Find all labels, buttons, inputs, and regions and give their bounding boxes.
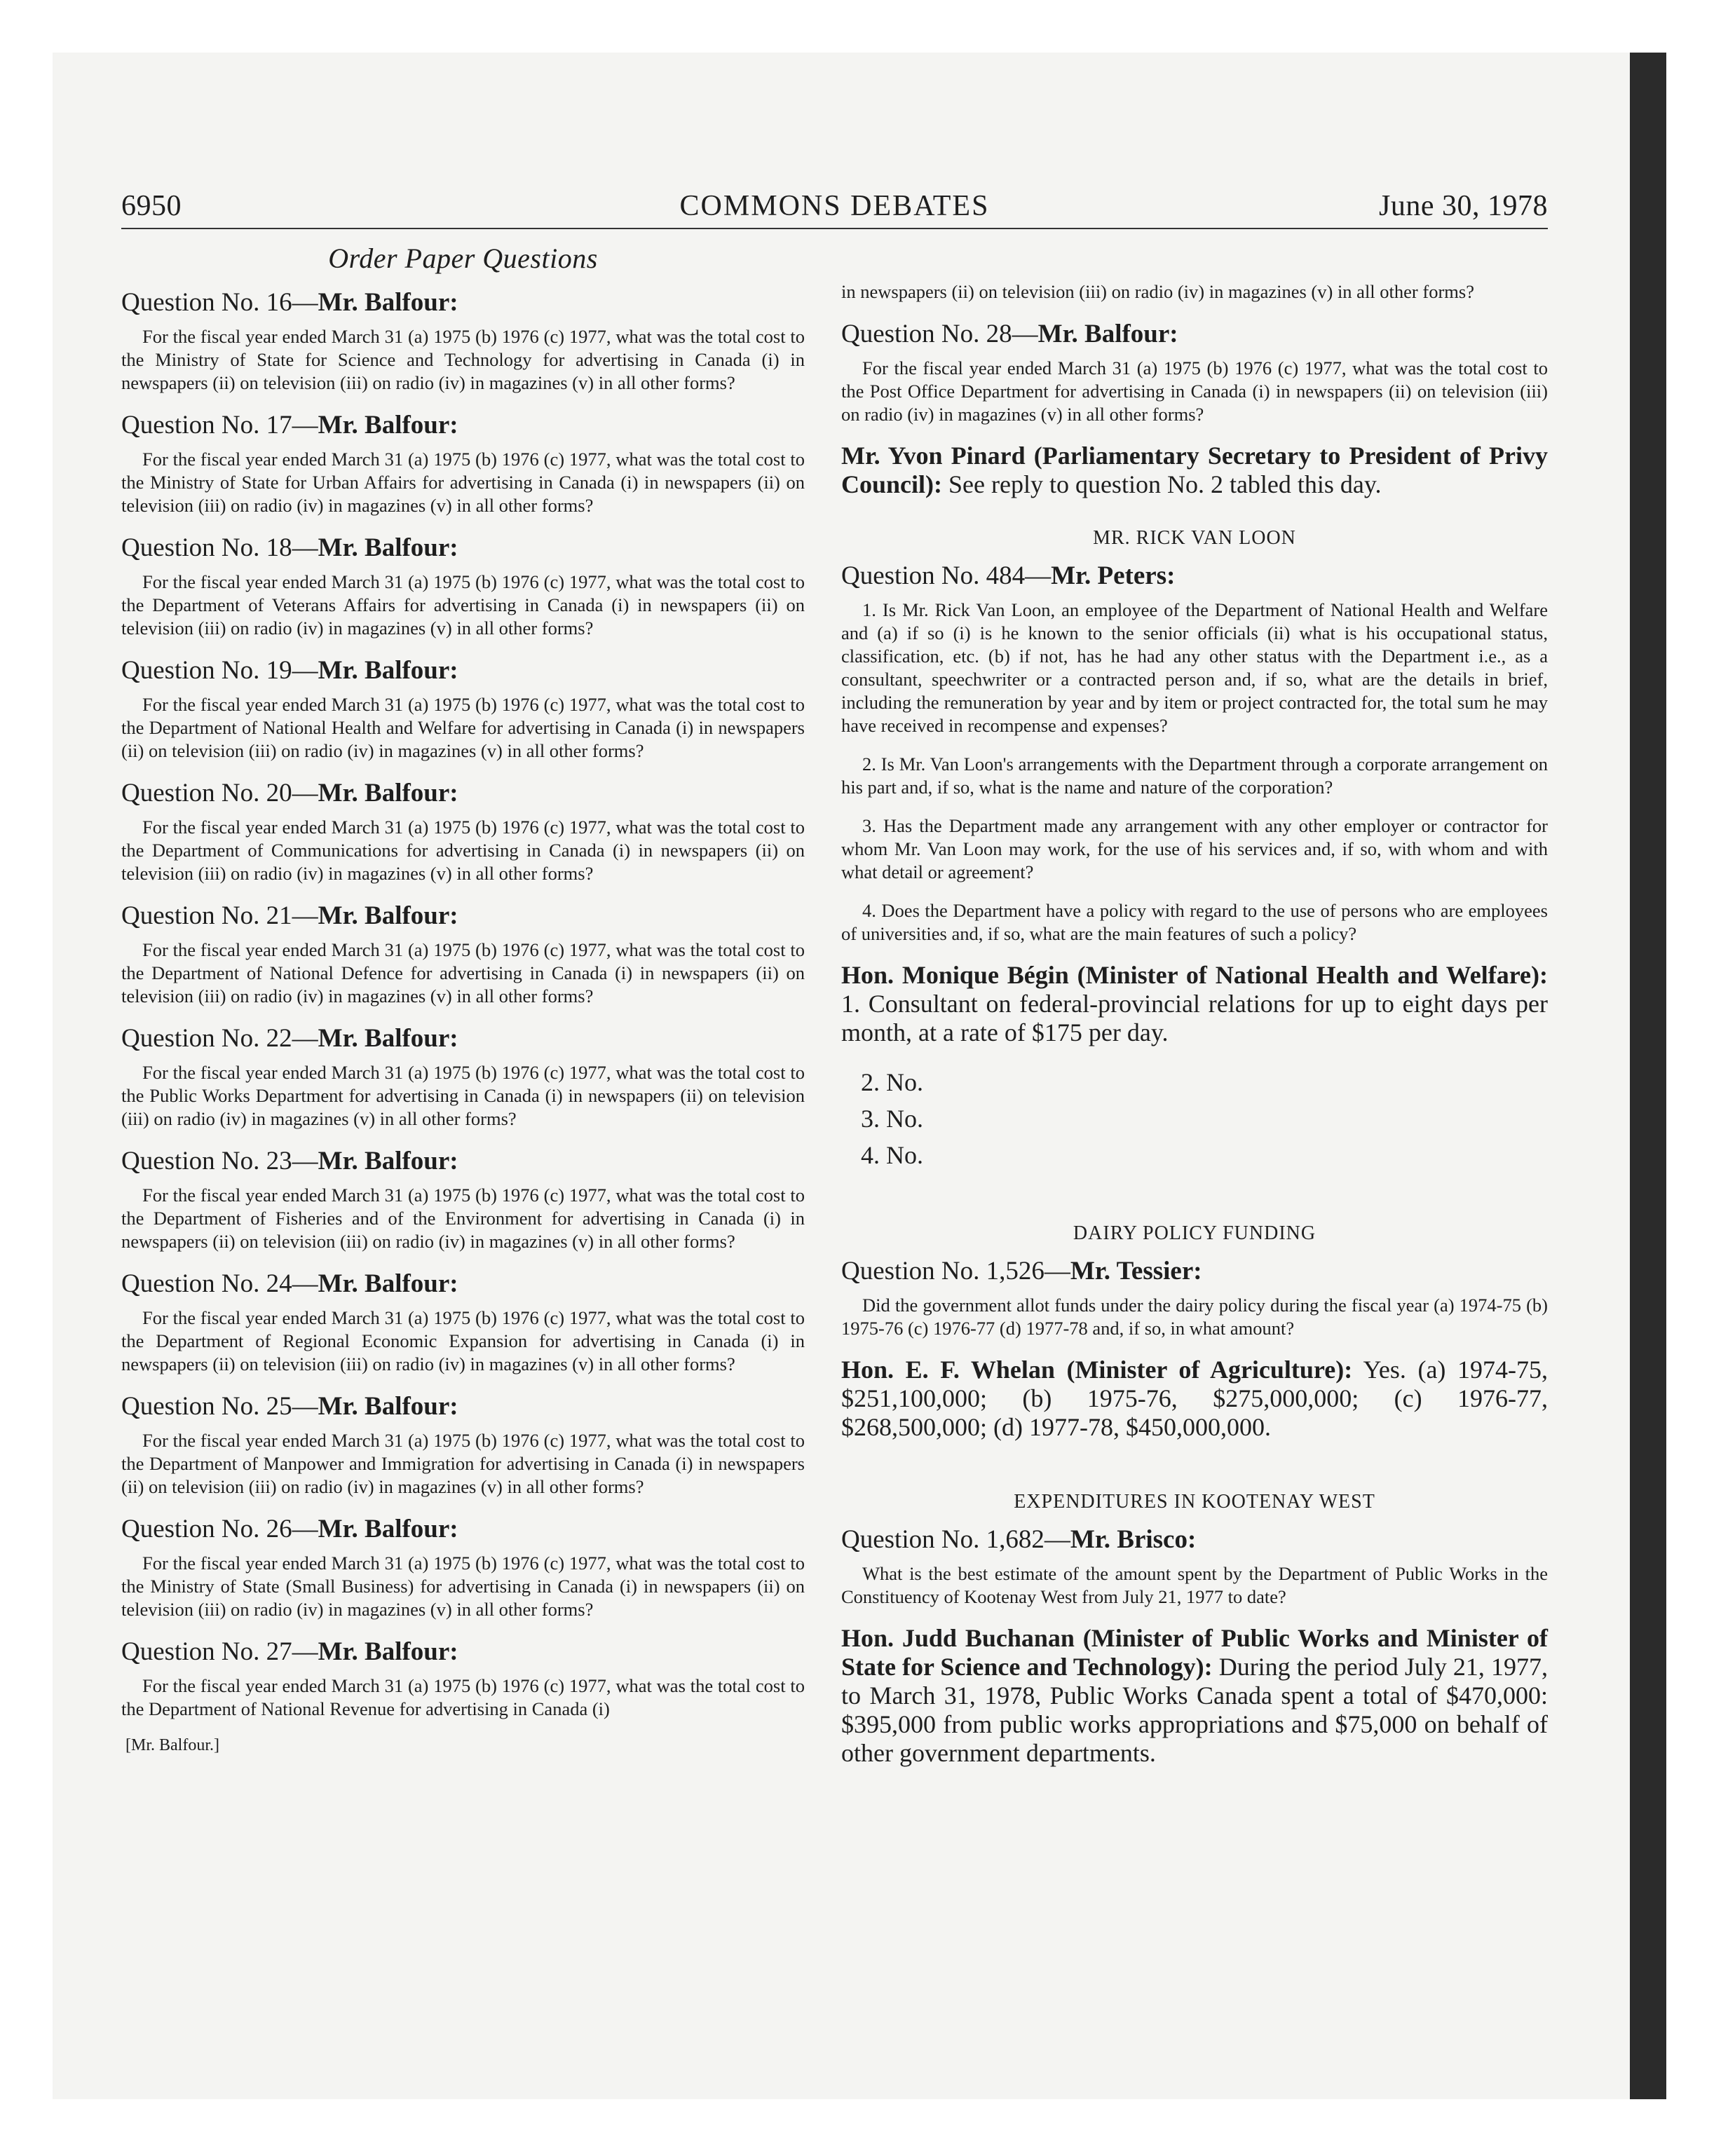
subject-heading: DAIRY POLICY FUNDING [1073, 1222, 1316, 1244]
answer-begin [841, 961, 1548, 1047]
question-label: Question No. 1,526— [841, 1257, 1070, 1285]
question-label: Question No. 22— [121, 1024, 318, 1053]
page-date: June 30, 1978 [1379, 190, 1548, 222]
page-header [121, 189, 1548, 227]
question-item: 4. Does the Department have a policy with regard to the use of persons who are employees of universities and, if so, what are the main features of such a policy? [841, 900, 1548, 944]
answer-pinard [841, 442, 1548, 499]
question-asker: Mr. Balfour: [318, 901, 458, 930]
answer-whelan [841, 1356, 1548, 1442]
question-asker: Mr. Balfour: [318, 779, 458, 807]
question-label: Question No. 25— [121, 1392, 318, 1421]
answer-speaker: Mr. Yvon Pinard (Parliamentary Secretary to President of Privy Council): [841, 442, 1548, 498]
question-heading [841, 319, 1548, 350]
question-text: For the fiscal year ended March 31 (a) 1975 (b) 1976 (c) 1977, what was the total cost to the Department of Communications for advertising in Canada (i) in newspapers (ii) on television (iii) on radio (iv) in magazines (v) in all other forms? [121, 817, 805, 884]
question-continuation: in newspapers (ii) on television (iii) on radio (iv) in magazines (v) in all other forms? [841, 281, 1474, 302]
question-item: 3. Has the Department made any arrangement with any other employer or contractor for whom Mr. Van Loon may work, for the use of his services and, if so, with whom and with what detail or agreement? [841, 815, 1548, 882]
left-question-list [121, 287, 805, 1721]
question-asker: Mr. Balfour: [318, 656, 458, 685]
question-asker: Mr. Balfour: [318, 1392, 458, 1421]
question-asker: Mr. Balfour: [318, 1269, 458, 1298]
question-asker: Mr. Balfour: [318, 1637, 458, 1666]
question-label: Question No. 17— [121, 411, 318, 439]
binding-edge [1630, 53, 1666, 2099]
answer-text: During the period July 21, 1977, to March 31, 1978, Public Works Canada spent a total of $470,000: $395,000 from public works appropriations and $75,000 on behalf of other government departments. [841, 1653, 1548, 1767]
question-heading [121, 287, 805, 318]
question-text: For the fiscal year ended March 31 (a) 1975 (b) 1976 (c) 1977, what was the total cost to the Ministry of State for Science and Technology for advertising in Canada (i) in newspapers (ii) on television (iii) on radio (iv) in magazines (v) in all other forms? [121, 326, 805, 393]
question-asker: Mr. Brisco: [1070, 1525, 1197, 1554]
question-asker: Mr. Balfour: [318, 533, 458, 562]
question-asker: Mr. Balfour: [318, 288, 458, 317]
question-text: For the fiscal year ended March 31 (a) 1975 (b) 1976 (c) 1977, what was the total cost to the Department of National Health and Welfare for advertising in Canada (i) in newspapers (ii) on television (iii) on radio (iv) in magazines (v) in all other forms? [121, 694, 805, 761]
question-text: For the fiscal year ended March 31 (a) 1975 (b) 1976 (c) 1977, what was the total cost to the Ministry of State for Urban Affairs for advertising in Canada (i) in newspapers (ii) on television (iii) on radio (iv) in magazines (v) in all other forms? [121, 449, 805, 516]
question-asker: Mr. Balfour: [318, 1147, 458, 1175]
publication-title: COMMONS DEBATES [679, 190, 990, 222]
answer-text: See reply to question No. 2 tabled this day. [942, 470, 1382, 498]
answer-speaker: Hon. Judd Buchanan (Minister of Public Works and Minister of State for Science and Technology): [841, 1624, 1548, 1681]
section-heading: Order Paper Questions [328, 243, 598, 274]
question-text: For the fiscal year ended March 31 (a) 1975 (b) 1976 (c) 1977, what was the total cost to the Department of Fisheries and of the Environment for advertising in Canada (i) in newspapers (ii) on television (iii) on radio (iv) in magazines (v) in all other forms? [121, 1185, 805, 1252]
question-heading [121, 1391, 805, 1422]
page-number: 6950 [121, 190, 182, 222]
question-asker: Mr. Balfour: [318, 1024, 458, 1053]
question-heading [121, 901, 805, 932]
question-heading [121, 1269, 805, 1299]
question-heading [121, 778, 805, 809]
question-heading [121, 533, 805, 564]
answer-line: 2. No. [861, 1068, 923, 1096]
question-label: Question No. 16— [121, 288, 318, 317]
question-label: Question No. 27— [121, 1637, 318, 1666]
answer-line: 4. No. [861, 1141, 923, 1169]
question-asker: Mr. Tessier: [1070, 1257, 1202, 1285]
question-text: Did the government allot funds under the dairy policy during the fiscal year (a) 1974-75 (b) 1975-76 (c) 1976-77 (d) 1977-78 and, if so, in what amount? [841, 1295, 1548, 1339]
question-label: Question No. 24— [121, 1269, 318, 1298]
question-text: For the fiscal year ended March 31 (a) 1975 (b) 1976 (c) 1977, what was the total cost to the Department of Manpower and Immigration for advertising in Canada (i) in newspapers (ii) on television (iii) on radio (iv) in magazines (v) in all other forms? [121, 1430, 805, 1497]
question-label: Question No. 28— [841, 320, 1038, 348]
question-heading [121, 410, 805, 441]
question-heading [841, 1256, 1548, 1287]
speaker-footer: [Mr. Balfour.] [125, 1736, 219, 1754]
question-label: Question No. 1,682— [841, 1525, 1070, 1554]
answer-speaker: Hon. E. F. Whelan (Minister of Agriculture): [841, 1356, 1353, 1384]
question-item: 2. Is Mr. Van Loon's arrangements with the Department through a corporate arrangement on his part and, if so, what is the name and nature of the corporation? [841, 753, 1548, 798]
question-heading [841, 561, 1548, 592]
question-asker: Mr. Balfour: [318, 1515, 458, 1543]
header-rule [121, 228, 1548, 229]
question-asker: Mr. Peters: [1051, 561, 1176, 590]
subject-heading: MR. RICK VAN LOON [1093, 527, 1296, 549]
question-heading [121, 1514, 805, 1545]
question-label: Question No. 19— [121, 656, 318, 685]
answer-buchanan [841, 1624, 1548, 1768]
question-label: Question No. 484— [841, 561, 1052, 590]
question-text: For the fiscal year ended March 31 (a) 1975 (b) 1976 (c) 1977, what was the total cost to the Department of National Revenue for advertising in Canada (i) [121, 1675, 805, 1719]
question-text: For the fiscal year ended March 31 (a) 1975 (b) 1976 (c) 1977, what was the total cost to the Department of National Defence for advertising in Canada (i) in newspapers (ii) on television (iii) on radio (iv) in magazines (v) in all other forms? [121, 939, 805, 1007]
question-item: 1. Is Mr. Rick Van Loon, an employee of the Department of National Health and Welfare and (a) if so (i) is he known to the senior officials (ii) what is his occupational status, classification, etc. (b) if not, has he had any other status with the Department i.e., as a consultant, speechwriter or a contracted person and, if so, what are the details in brief, including the remuneration by year and by item or project contracted for, the total sum he may have received in recompense and expenses? [841, 599, 1548, 736]
question-text: For the fiscal year ended March 31 (a) 1975 (b) 1976 (c) 1977, what was the total cost to the Post Office Department for advertising in Canada (i) in newspapers (ii) on television (iii) on radio (iv) in magazines (v) in all other forms? [841, 357, 1548, 425]
question-heading [841, 1524, 1548, 1555]
question-heading [121, 1023, 805, 1054]
question-text: For the fiscal year ended March 31 (a) 1975 (b) 1976 (c) 1977, what was the total cost to the Ministry of State (Small Business) for advertising in Canada (i) in newspapers (ii) on television (iii) on radio (iv) in magazines (v) in all other forms? [121, 1553, 805, 1620]
question-label: Question No. 23— [121, 1147, 318, 1175]
question-text: What is the best estimate of the amount spent by the Department of Public Works in the Constituency of Kootenay West from July 21, 1977 to date? [841, 1563, 1548, 1607]
question-heading [121, 1146, 805, 1177]
question-text: For the fiscal year ended March 31 (a) 1975 (b) 1976 (c) 1977, what was the total cost to the Department of Veterans Affairs for advertising in Canada (i) in newspapers (ii) on television (iii) on radio (iv) in magazines (v) in all other forms? [121, 571, 805, 639]
question-heading [121, 1637, 805, 1667]
question-label: Question No. 26— [121, 1515, 318, 1543]
subject-heading: EXPENDITURES IN KOOTENAY WEST [1014, 1491, 1375, 1513]
right-column [841, 280, 1548, 1785]
answer-line: 3. No. [861, 1105, 923, 1133]
answer-text: Yes. (a) 1974-75, $251,100,000; (b) 1975-76, $275,000,000; (c) 1976-77, $268,500,000; (d) 1977-78, $450,000,000. [841, 1356, 1548, 1441]
answer-text: 1. Consultant on federal-provincial relations for up to eight days per month, at a rate of $175 per day. [841, 990, 1548, 1046]
question-label: Question No. 20— [121, 779, 318, 807]
question-asker: Mr. Balfour: [1037, 320, 1178, 348]
question-text: For the fiscal year ended March 31 (a) 1975 (b) 1976 (c) 1977, what was the total cost to the Public Works Department for advertising in Canada (i) in newspapers (ii) on television (iii) on radio (iv) in magazines (v) in all other forms? [121, 1062, 805, 1129]
left-column [121, 242, 805, 1755]
question-text: For the fiscal year ended March 31 (a) 1975 (b) 1976 (c) 1977, what was the total cost to the Department of Regional Economic Expansion for advertising in Canada (i) in newspapers (ii) on television (iii) on radio (iv) in magazines (v) in all other forms? [121, 1307, 805, 1374]
question-label: Question No. 21— [121, 901, 318, 930]
question-heading [121, 655, 805, 686]
question-label: Question No. 18— [121, 533, 318, 562]
answer-speaker: Hon. Monique Bégin (Minister of National Health and Welfare): [841, 961, 1548, 989]
question-asker: Mr. Balfour: [318, 411, 458, 439]
